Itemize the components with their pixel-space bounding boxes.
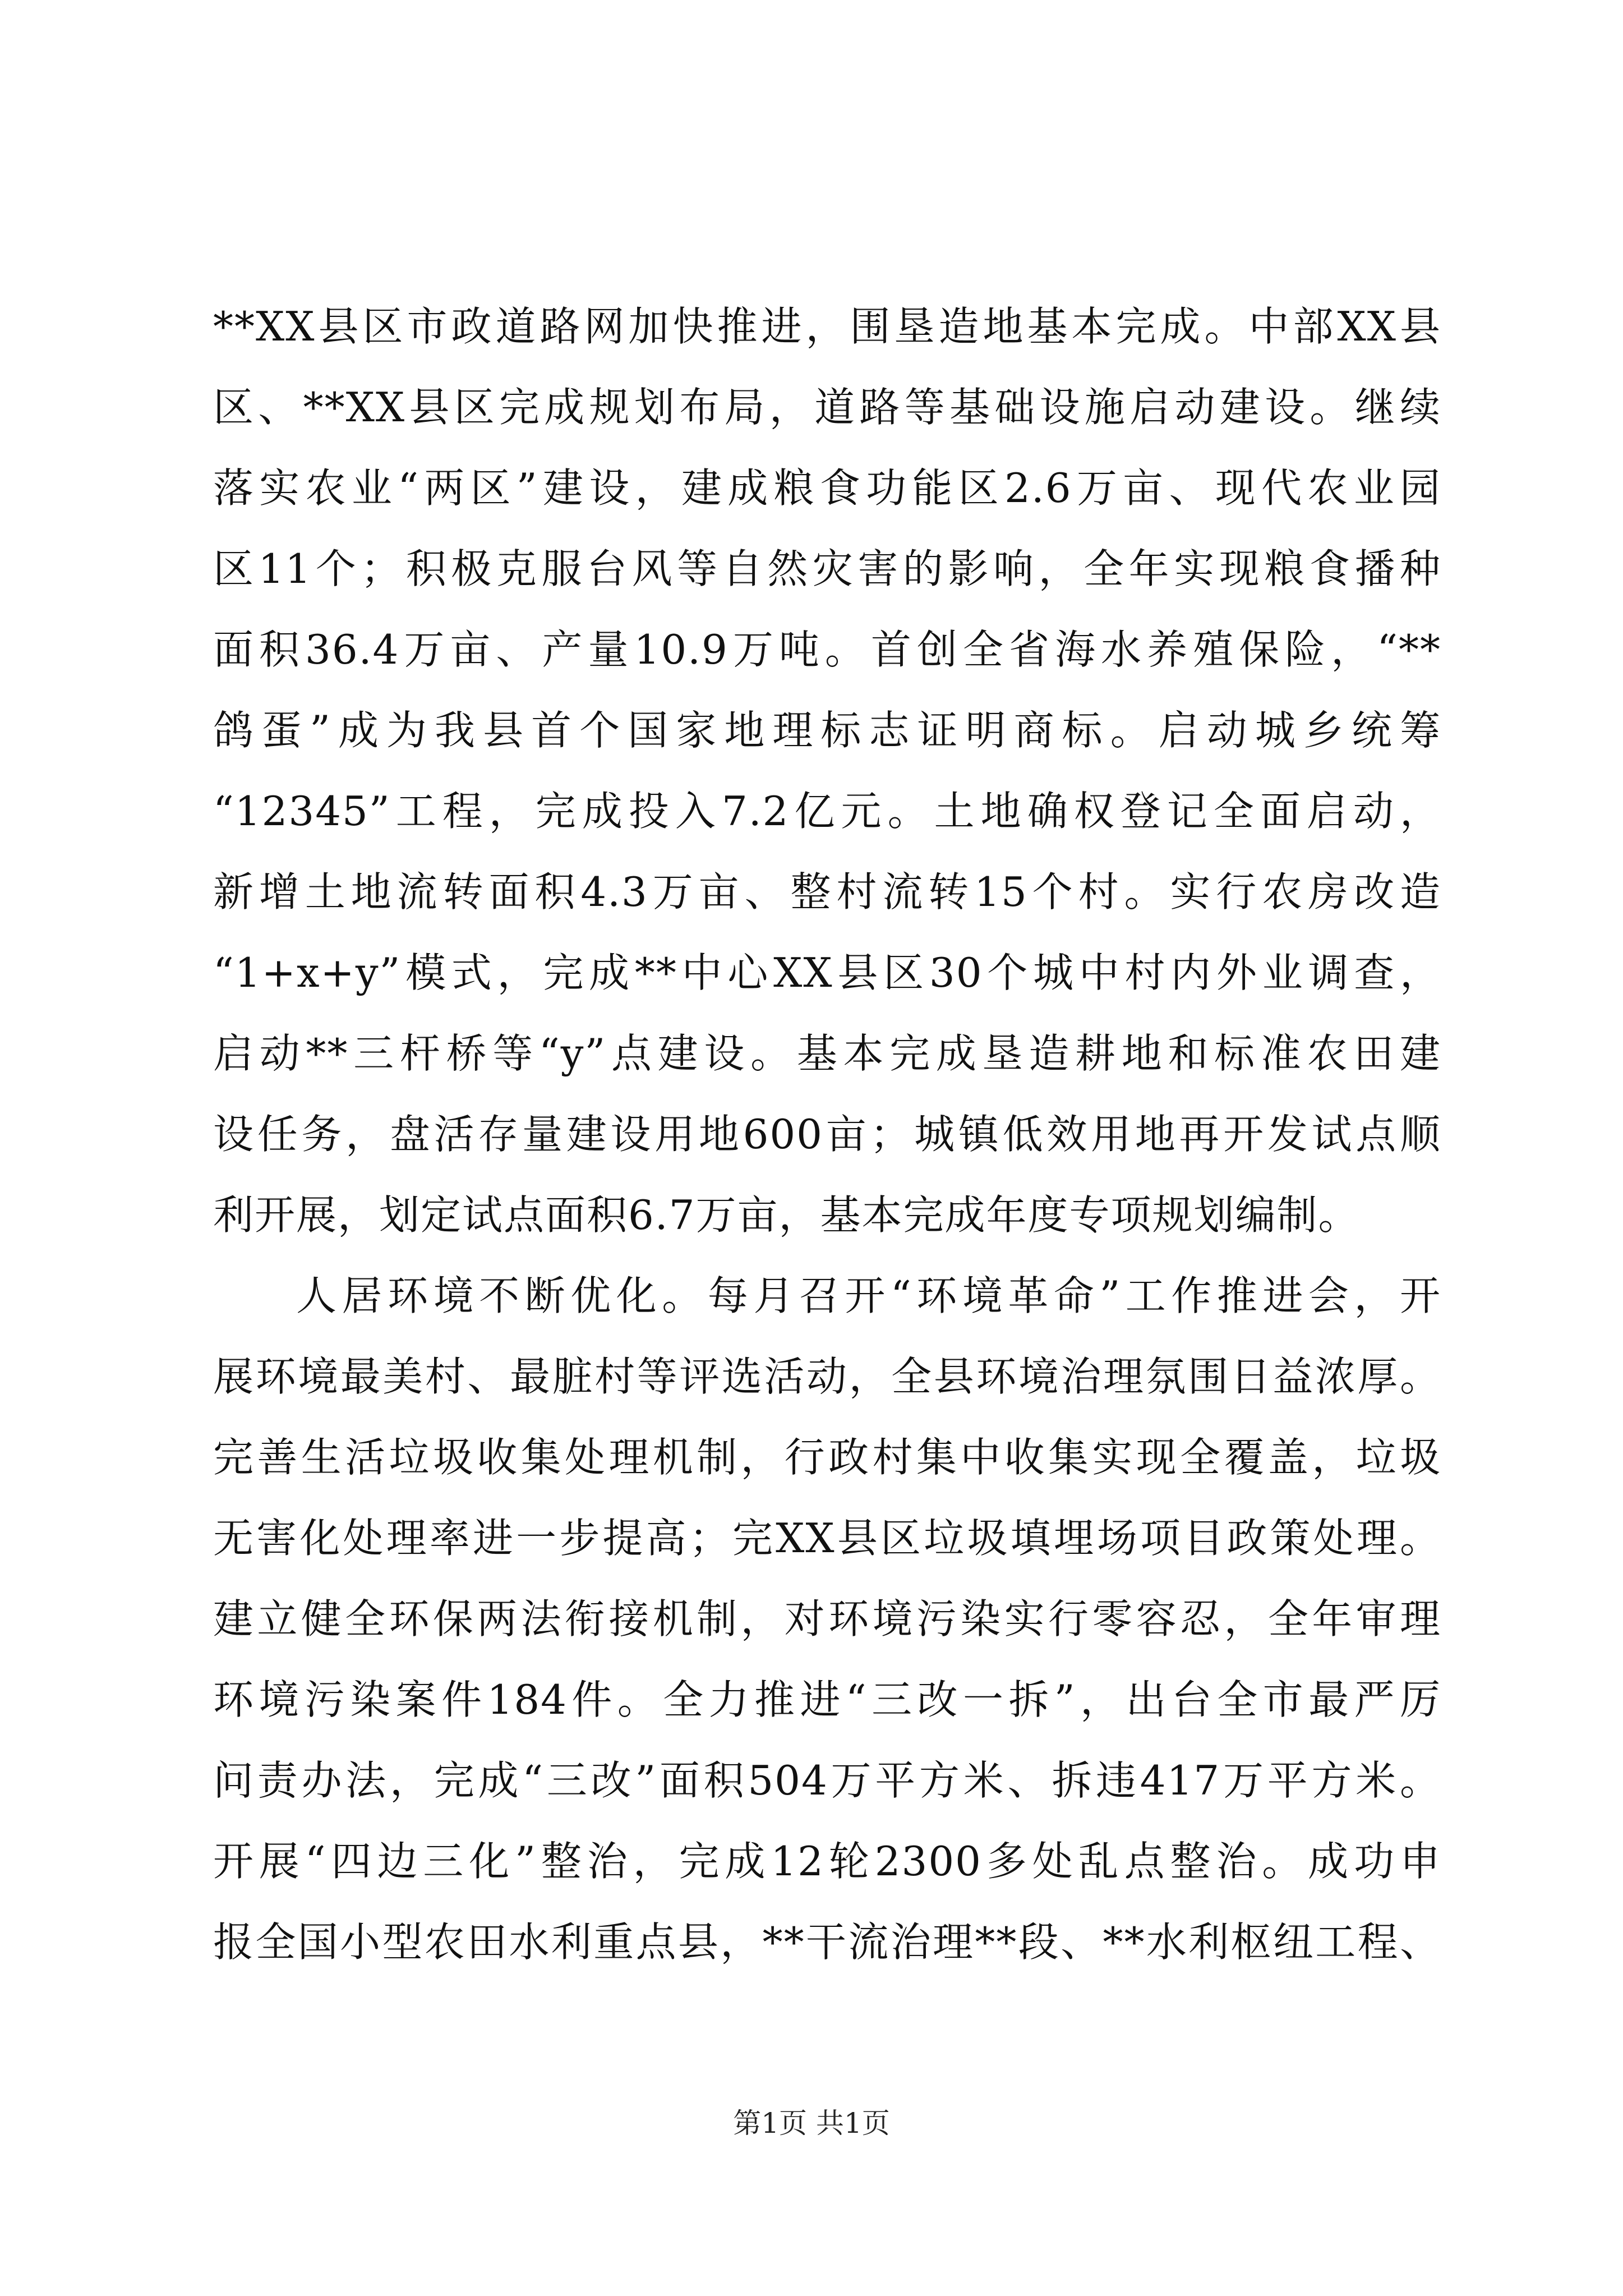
text-line: “12345”工程，完成投入7.2亿元。土地确权登记全面启动， xyxy=(213,788,1441,835)
text-line: 人居环境不断优化。每月召开“环境革命”工作推进会，开 xyxy=(296,1272,1441,1319)
text-line: **XX县区市政道路网加快推进，围垦造地基本完成。中部XX县 xyxy=(213,303,1441,350)
paragraph-1 xyxy=(213,286,1441,1255)
text-line: 开展“四边三化”整治，完成12轮2300多处乱点整治。成功申 xyxy=(213,1838,1441,1885)
text-line: 新增土地流转面积4.3万亩、整村流转15个村。实行农房改造 xyxy=(213,868,1441,915)
text-line: 展环境最美村、最脏村等评选活动，全县环境治理氛围日益浓厚。 xyxy=(213,1353,1441,1400)
text-line: 启动**三杆桥等“y”点建设。基本完成垦造耕地和标准农田建 xyxy=(213,1030,1441,1077)
text-line: 完善生活垃圾收集处理机制，行政村集中收集实现全覆盖，垃圾 xyxy=(213,1434,1441,1481)
paragraph-2 xyxy=(213,1255,1441,1982)
text-line: 环境污染案件184件。全力推进“三改一拆”，出台全市最严厉 xyxy=(213,1676,1441,1723)
text-line: 区11个；积极克服台风等自然灾害的影响，全年实现粮食播种 xyxy=(213,545,1441,592)
text-line: 面积36.4万亩、产量10.9万吨。首创全省海水养殖保险，“** xyxy=(213,626,1441,673)
document-body xyxy=(213,286,1441,1982)
text-line: 报全国小型农田水利重点县，**干流治理**段、**水利枢纽工程、 xyxy=(213,1918,1441,1966)
text-line: 建立健全环保两法衔接机制，对环境污染实行零容忍，全年审理 xyxy=(213,1595,1441,1642)
text-line: 利开展，划定试点面积6.7万亩，基本完成年度专项规划编制。 xyxy=(213,1191,1360,1239)
text-line: 问责办法，完成“三改”面积504万平方米、拆违417万平方米。 xyxy=(213,1757,1441,1804)
page-footer: 第1页 共1页 xyxy=(733,2107,890,2139)
text-line: 无害化处理率进一步提高；完XX县区垃圾填埋场项目政策处理。 xyxy=(213,1515,1441,1562)
text-line: “1+x+y”模式，完成**中心XX县区30个城中村内外业调查， xyxy=(213,949,1441,996)
text-line: 设任务，盘活存量建设用地600亩；城镇低效用地再开发试点顺 xyxy=(213,1111,1441,1158)
text-line: 鸽蛋”成为我县首个国家地理标志证明商标。启动城乡统筹 xyxy=(213,707,1441,754)
text-line: 落实农业“两区”建设，建成粮食功能区2.6万亩、现代农业园 xyxy=(213,464,1441,512)
text-line: 区、**XX县区完成规划布局，道路等基础设施启动建设。继续 xyxy=(213,384,1441,431)
